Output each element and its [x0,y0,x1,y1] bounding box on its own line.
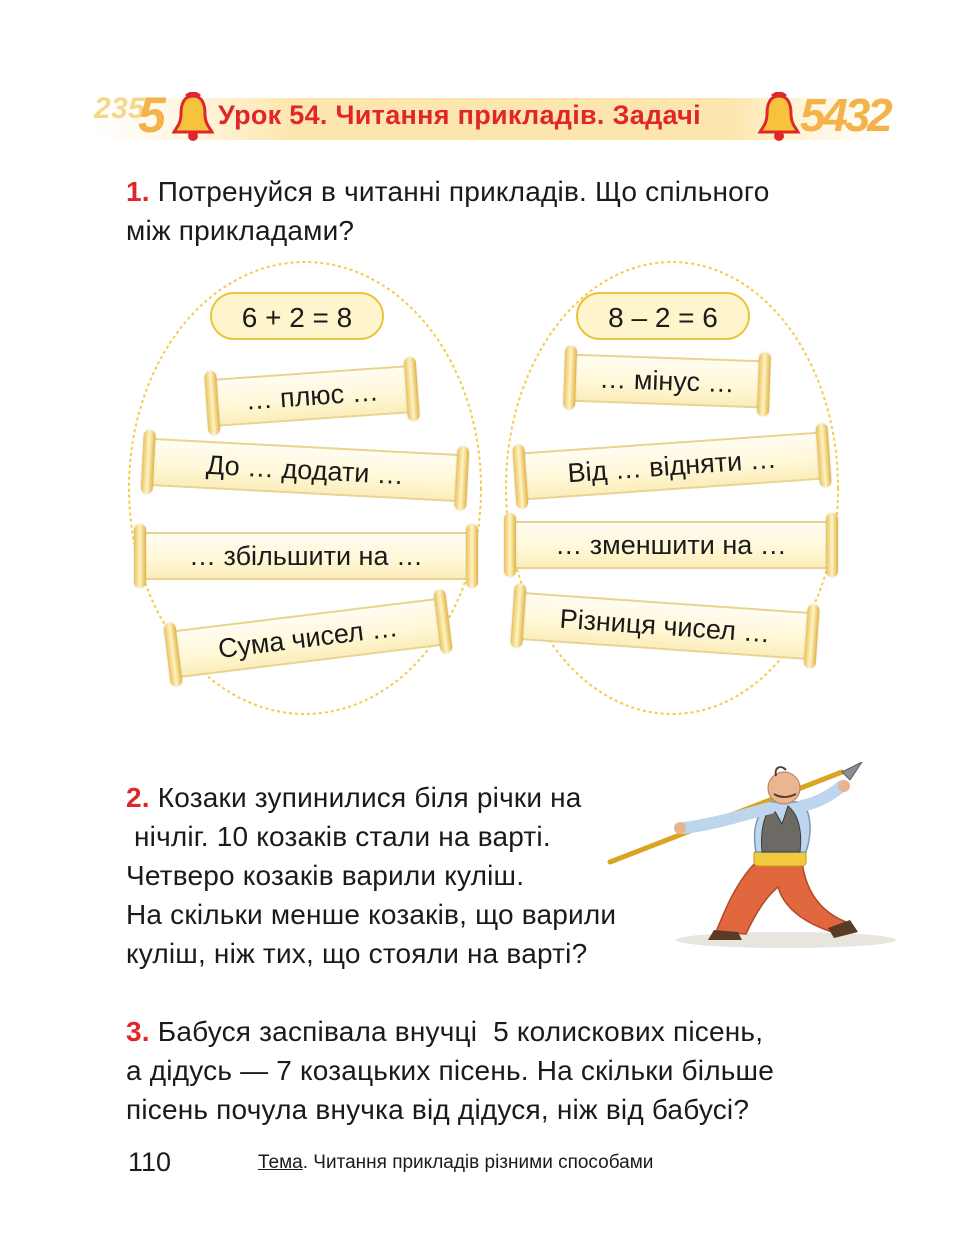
task2-line3: Четверо козаків варили куліш. [126,860,525,891]
header-big-five-left: 5 [138,87,166,143]
task3-line2: а дідусь — 7 козацьких пісень. На скільки більше [126,1055,774,1086]
task3-number: 3. [126,1016,150,1047]
task2-line2: нічліг. 10 козаків стали на варті. [126,821,551,852]
task2-line5: куліш, ніж тих, що стояли на варті? [126,938,588,969]
task3-line3: пісень почула внучка від дідуся, ніж від бабусі? [126,1094,750,1125]
equation-addition: 6 + 2 = 8 [210,292,384,340]
topic-text: . Читання прикладів різними способами [302,1152,654,1173]
digits-left-text: 2 3 5 [94,92,141,125]
scroll-minus: … мінус … [573,354,761,408]
task2-line1: Козаки зупинилися біля річки на [157,782,582,813]
footer-topic [258,1152,653,1174]
scroll-add: До … додати … [151,438,459,502]
scroll-sum: Сума чисел … [174,598,442,678]
scroll-decrease: … зменшити на … [514,521,828,569]
task1-number: 1. [126,176,150,207]
cossack-spear-illustration [606,762,902,952]
task3-text [126,1012,774,1129]
task2-number: 2. [126,782,150,813]
bell-icon [756,92,802,144]
task1-line1: Потренуйся в читанні прикладів. Що спільного [157,176,770,207]
task1-line2: між прикладами? [126,215,355,246]
scroll-difference: Різниця чисел … [521,592,810,660]
scroll-subtract: Від … відняти … [523,432,822,501]
topic-label: Тема [258,1152,303,1173]
task3-line1: Бабуся заспівала внучці 5 колискових пісень, [157,1016,764,1047]
task2-line4: На скільки менше козаків, що варили [126,899,617,930]
page-number: 110 [128,1147,172,1177]
digits-right-text: 5 4 3 2 [800,89,885,141]
scroll-increase: … збільшити на … [144,532,468,580]
page-title: Урок 54. Читання прикладів. Задачі [218,100,701,130]
header-digits-right [800,90,885,140]
equation-subtraction: 8 – 2 = 6 [576,292,750,340]
bell-icon [170,92,216,144]
header-digits-left [94,92,141,126]
task2-text [126,778,616,973]
scroll-plus: … плюс … [215,365,410,426]
task1-text [126,172,770,250]
